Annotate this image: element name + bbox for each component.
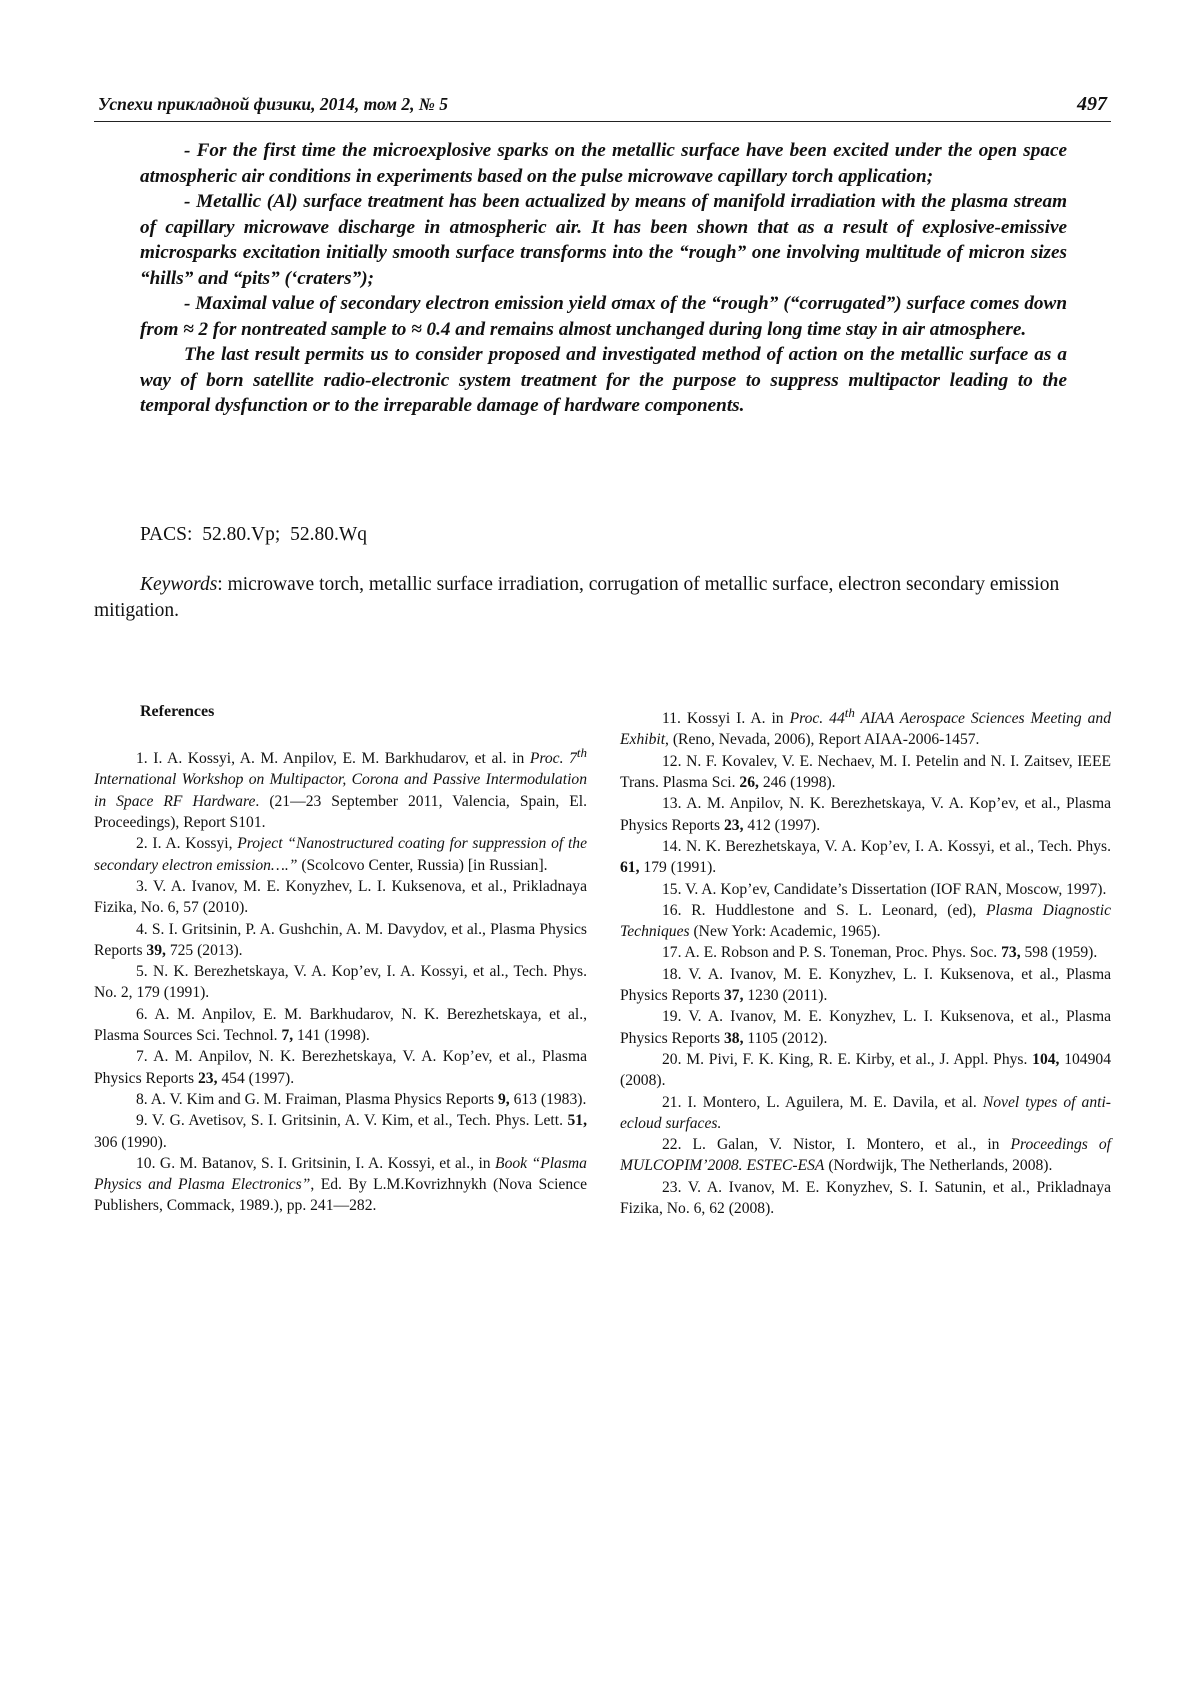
reference-19: 19. V. A. Ivanov, M. E. Konyzhev, L. I. Kuksenova, et al., Plasma Physics Reports 38, 1105 (2012). <box>620 1008 1111 1047</box>
reference-7: 7. A. M. Anpilov, N. K. Berezhetskaya, V. A. Kop’ev, et al., Plasma Physics Reports 23, 454 (1997). <box>94 1048 587 1087</box>
abstract-point-2: - Metallic (Al) surface treatment has been actualized by means of manifold irradiation with the plasma stream of capillary microwave discharge in atmospheric air. It has been shown that as a result of explosive-emissive microsparks excitation initially smooth surface transforms into the “rough” one involving multitude of micron sizes “hills” and “pits” (‘craters”); <box>140 191 1067 289</box>
references-right-column <box>620 702 1111 1219</box>
keywords-text: : microwave torch, metallic surface irradiation, corrugation of metallic surface, electron secondary emission mitigation. <box>94 574 1060 621</box>
reference-13: 13. A. M. Anpilov, N. K. Berezhetskaya, V. A. Kop’ev, et al., Plasma Physics Reports 23, 412 (1997). <box>620 795 1111 834</box>
abstract <box>140 138 1067 419</box>
reference-10: 10. G. M. Batanov, S. I. Gritsinin, I. A. Kossyi, et al., in Book “Plasma Physics and Plasma Electronics”, Ed. By L.M.Kovrizhnykh (Nova Science Publishers, Commack, 1989.), pp. 241—282. <box>94 1154 587 1215</box>
abstract-point-3: - Maximal value of secondary electron emission yield σmax of the “rough” (“corrugated”) surface comes down from ≈ 2 for nontreated sample to ≈ 0.4 and remains almost unchanged during long time stay in air atmosphere. <box>140 293 1067 340</box>
reference-5: 5. N. K. Berezhetskaya, V. A. Kop’ev, I. A. Kossyi, et al., Tech. Phys. No. 2, 179 (1991). <box>94 963 587 1002</box>
journal-title: Успехи прикладной физики, 2014, том 2, № 5 <box>98 94 449 114</box>
reference-6: 6. A. M. Anpilov, E. M. Barkhudarov, N. K. Berezhetskaya, et al., Plasma Sources Sci. Technol. 7, 141 (1998). <box>94 1005 587 1045</box>
page-number: 497 <box>1077 93 1107 115</box>
reference-16: 16. R. Huddlestone and S. L. Leonard, (ed), Plasma Diagnostic Techniques (New York: Academic, 1965). <box>620 901 1111 941</box>
reference-8: 8. A. V. Kim and G. M. Fraiman, Plasma Physics Reports 9, 613 (1983). <box>136 1090 587 1108</box>
reference-1: 1. I. A. Kossyi, A. M. Anpilov, E. M. Barkhudarov, et al. in Proc. 7th International Workshop on Multipactor, Corona and Passive Intermodulation in Space RF Hardware. (21—23 September 2011, Valencia, Spain, El. Proceedings), Report S101. <box>94 745 587 832</box>
references-left-column <box>94 742 587 1217</box>
reference-4: 4. S. I. Gritsinin, P. A. Gushchin, A. M. Davydov, et al., Plasma Physics Reports 39, 725 (2013). <box>94 920 587 959</box>
reference-2: 2. I. A. Kossyi, Project “Nanostructured coating for suppression of the secondary electron emission….” (Scolcovo Center, Russia) [in Russian]. <box>94 835 587 874</box>
reference-22: 22. L. Galan, V. Nistor, I. Montero, et al., in Proceedings of MULCOPIM’2008. ESTEC-ESA (Nordwijk, The Netherlands, 2008). <box>620 1136 1111 1175</box>
pacs-text: PACS: 52.80.Vp; 52.80.Wq <box>140 524 368 545</box>
abstract-point-1: - For the first time the microexplosive sparks on the metallic surface have been excited under the open space atmospheric air conditions in experiments based on the pulse microwave capillary torch application; <box>140 140 1067 187</box>
reference-23: 23. V. A. Ivanov, M. E. Konyzhev, S. I. Satunin, et al., Prikladnaya Fizika, No. 6, 62 (2008). <box>620 1178 1111 1218</box>
reference-3: 3. V. A. Ivanov, M. E. Konyzhev, L. I. Kuksenova, et al., Prikladnaya Fizika, No. 6, 57 (2010). <box>94 877 587 917</box>
reference-20: 20. M. Pivi, F. K. King, R. E. Kirby, et al., J. Appl. Phys. 104, 104904 (2008). <box>620 1050 1111 1090</box>
reference-18: 18. V. A. Ivanov, M. E. Konyzhev, L. I. Kuksenova, et al., Plasma Physics Reports 37, 1230 (2011). <box>620 965 1111 1005</box>
reference-12: 12. N. F. Kovalev, V. E. Nechaev, M. I. Petelin and N. I. Zaitsev, IEEE Trans. Plasma Sci. 26, 246 (1998). <box>620 752 1111 792</box>
reference-9: 9. V. G. Avetisov, S. I. Gritsinin, A. V. Kim, et al., Tech. Phys. Lett. 51, 306 (1990). <box>94 1112 587 1151</box>
reference-15: 15. V. A. Kop’ev, Candidate’s Dissertation (IOF RAN, Moscow, 1997). <box>662 880 1107 898</box>
keywords <box>94 572 1111 624</box>
reference-17: 17. A. E. Robson and P. S. Toneman, Proc. Phys. Soc. 73, 598 (1959). <box>662 944 1098 962</box>
keywords-label: Keywords <box>140 574 218 595</box>
reference-14: 14. N. K. Berezhetskaya, V. A. Kop’ev, I. A. Kossyi, et al., Tech. Phys. 61, 179 (1991). <box>620 837 1111 877</box>
reference-21: 21. I. Montero, L. Aguilera, M. E. Davila, et al. Novel types of anti-ecloud surfaces. <box>620 1093 1111 1132</box>
pacs-codes <box>140 524 367 546</box>
references-heading: References <box>140 703 215 720</box>
running-header <box>94 91 1111 122</box>
reference-11: 11. Kossyi I. A. in Proc. 44th AIAA Aerospace Sciences Meeting and Exhibit, (Reno, Nevada, 2006), Report AIAA-2006-1457. <box>620 705 1111 749</box>
abstract-conclusion: The last result permits us to consider proposed and investigated method of action on the metallic surface as a way of born satellite radio-electronic system treatment for the purpose to suppress multipactor leading to the temporal dysfunction or to the irreparable damage of hardware components. <box>140 344 1067 416</box>
